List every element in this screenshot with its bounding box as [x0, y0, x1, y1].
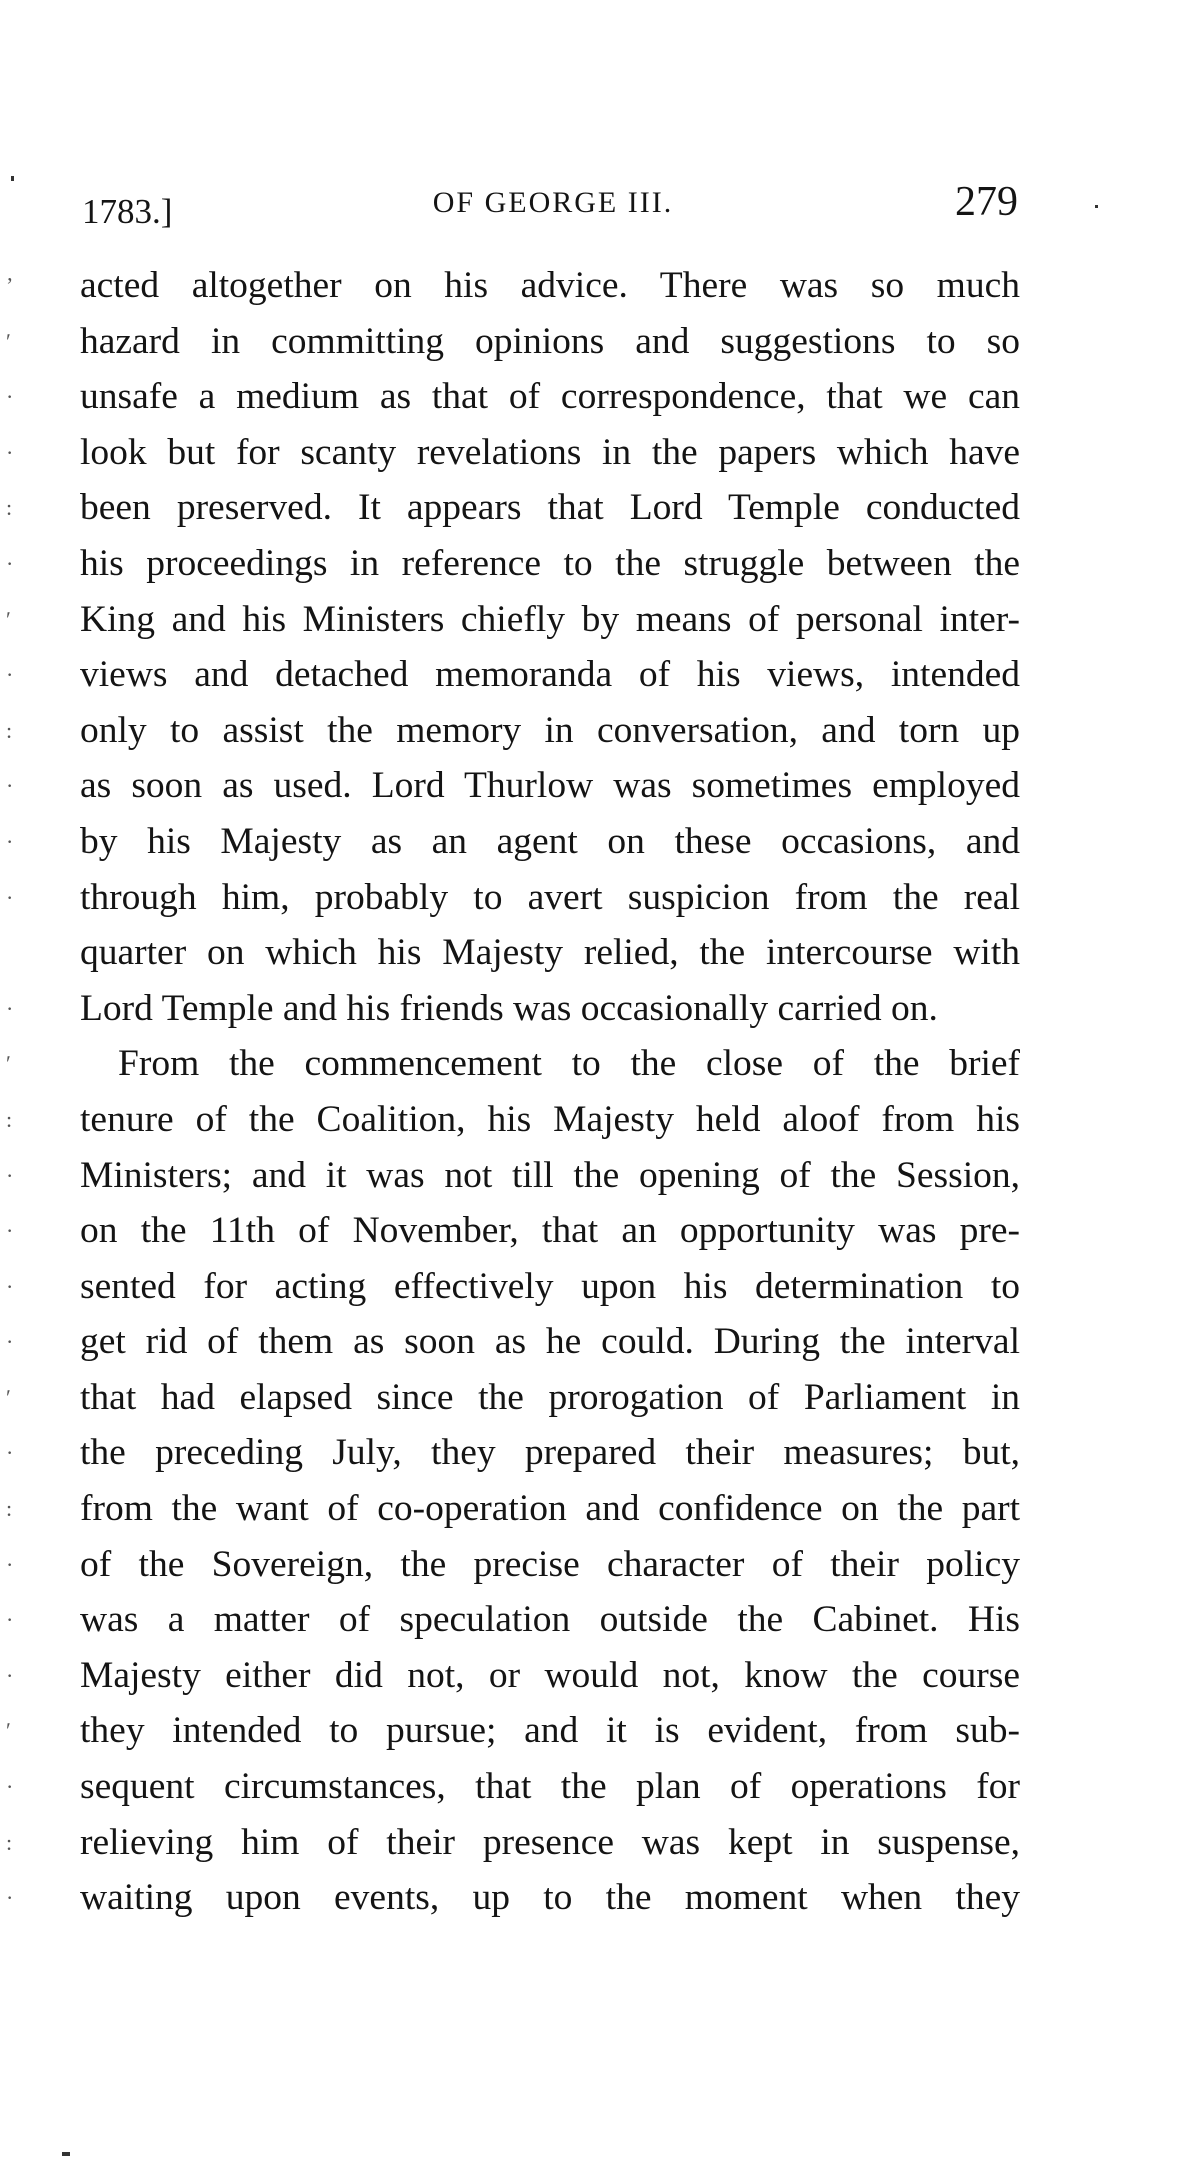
text-line: only to assist the memory in conversation, and torn up: [80, 709, 1020, 751]
scan-speck: [1095, 205, 1098, 208]
header-date: 1783.]: [82, 192, 173, 231]
scan-speck: [11, 176, 14, 181]
gutter-mark: ·: [6, 1162, 14, 1188]
gutter-mark: ʹ: [6, 328, 11, 354]
text-line: King and his Ministers chiefly by means of personal inter-: [80, 598, 1020, 640]
text-line: through him, probably to avert suspicion from the real: [80, 876, 1020, 918]
text-line: Ministers; and it was not till the opening of the Session,: [80, 1154, 1020, 1196]
gutter-mark: :: [6, 717, 13, 743]
text-line: waiting upon events, up to the moment when they: [80, 1877, 1020, 1919]
gutter-mark: :: [6, 495, 13, 521]
running-header: [82, 178, 1024, 238]
text-line: get rid of them as soon as he could. During the interval: [80, 1321, 1020, 1363]
text-line: tenure of the Coalition, his Majesty held aloof from his: [80, 1098, 1020, 1140]
gutter-mark: ·: [6, 1607, 14, 1633]
text-line: acted altogether on his advice. There was so much: [80, 265, 1020, 306]
gutter-mark: :: [6, 1106, 13, 1132]
gutter-mark: ·: [6, 773, 14, 799]
text-line: quarter on which his Majesty relied, the intercourse with: [80, 932, 1020, 974]
gutter-mark: ʹ: [6, 1051, 11, 1077]
text-line: that had elapsed since the prorogation of Parliament in: [80, 1376, 1020, 1418]
text-line: sented for acting effectively upon his determination to: [80, 1265, 1020, 1307]
text-line: look but for scanty revelations in the papers which have: [80, 431, 1020, 473]
text-line: the preceding July, they prepared their measures; but,: [80, 1432, 1020, 1474]
gutter-mark: ·: [6, 1662, 14, 1688]
scan-speck: [62, 2152, 70, 2156]
gutter-mark: ·: [6, 662, 14, 688]
text-line: hazard in committing opinions and suggestions to so: [80, 320, 1020, 362]
gutter-mark: ·: [6, 1440, 14, 1466]
gutter-mark: ·: [6, 1551, 14, 1577]
text-line: Majesty either did not, or would not, know the course: [80, 1654, 1020, 1696]
text-line: as soon as used. Lord Thurlow was sometimes employed: [80, 765, 1020, 807]
text-line: views and detached memoranda of his views, intended: [80, 654, 1020, 696]
page-number: 279: [955, 179, 1018, 225]
gutter-mark: ʹ: [6, 1384, 11, 1410]
gutter-bleed-marks: [0, 258, 60, 1926]
gutter-mark: ·: [6, 995, 14, 1021]
gutter-mark: ʹ: [6, 606, 11, 632]
gutter-mark: ʼ: [6, 273, 14, 298]
text-line: sequent circumstances, that the plan of operations for: [80, 1766, 1020, 1808]
text-line: From the commencement to the close of the brief: [118, 1043, 1020, 1085]
gutter-mark: ·: [6, 1273, 14, 1299]
text-line: his proceedings in reference to the struggle between the: [80, 542, 1020, 584]
paragraph: [80, 1036, 1020, 1926]
text-line: from the want of co-operation and confidence on the part: [80, 1488, 1020, 1530]
gutter-mark: [0, 925, 60, 981]
gutter-mark: ·: [6, 828, 14, 854]
gutter-mark: ·: [6, 1885, 14, 1911]
gutter-mark: ʹ: [6, 1718, 11, 1744]
gutter-mark: ·: [6, 884, 14, 910]
gutter-mark: ·: [6, 550, 14, 576]
text-line: Lord Temple and his friends was occasionally carried on.: [80, 987, 938, 1029]
gutter-mark: ·: [6, 1774, 14, 1800]
text-line: they intended to pursue; and it is evident, from sub-: [80, 1710, 1020, 1752]
gutter-mark: ·: [6, 1329, 14, 1355]
header-title: OF GEORGE III.: [432, 186, 674, 219]
gutter-mark: ·: [6, 439, 14, 465]
text-line: been preserved. It appears that Lord Temple conducted: [80, 487, 1020, 529]
text-line: by his Majesty as an agent on these occasions, and: [80, 820, 1020, 862]
paragraph: [80, 258, 1020, 1036]
gutter-mark: :: [6, 1496, 13, 1522]
text-line: was a matter of speculation outside the Cabinet. His: [80, 1599, 1020, 1641]
text-line: unsafe a medium as that of correspondence, that we can: [80, 376, 1020, 418]
text-line: of the Sovereign, the precise character of their policy: [80, 1543, 1020, 1585]
body-text: [80, 258, 1020, 1926]
gutter-mark: :: [6, 1829, 13, 1855]
text-line: relieving him of their presence was kept in suspense,: [80, 1821, 1020, 1863]
gutter-mark: ·: [6, 384, 14, 410]
text-line: on the 11th of November, that an opportunity was pre-: [80, 1210, 1020, 1252]
gutter-mark: ·: [6, 1218, 14, 1244]
